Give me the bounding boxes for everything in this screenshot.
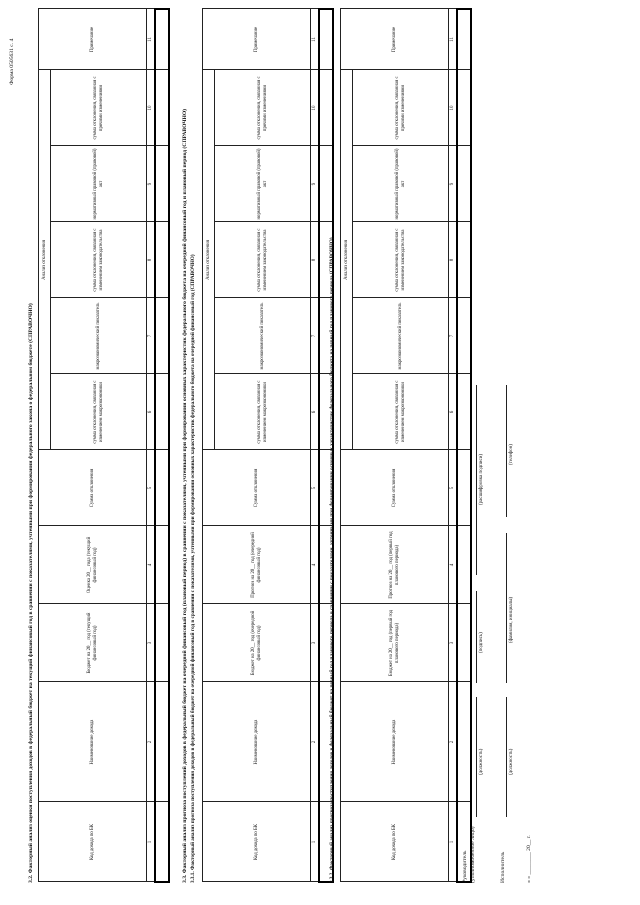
data-cell-2[interactable] [457, 682, 471, 802]
executor-label: Исполнитель [500, 851, 506, 883]
column-number-7: 7 [449, 298, 457, 374]
column-number-7: 7 [147, 298, 155, 374]
column-number-6: 6 [449, 374, 457, 450]
header-c6: сумма отклонения, связанная с изменением макроэкономики [51, 374, 147, 450]
header-c6: сумма отклонения, связанная с изменением макроэкономики [353, 374, 449, 450]
header-c10: сумма отклонения, связанная с прочими изменениями [353, 70, 449, 146]
column-number-9: 9 [147, 146, 155, 222]
column-number-4: 4 [449, 526, 457, 604]
data-cell-10[interactable] [457, 70, 471, 146]
section-3-2-title: 3.2. Факторный анализ оценки поступления доходов в федеральный бюджет на текущий финансовый год в сравнении с показателями, учтенными при формировании федерального закона о федеральном бюджете (СПРАВОЧНО) [28, 303, 34, 883]
data-cell-11[interactable] [457, 9, 471, 70]
data-cell-11[interactable] [319, 9, 333, 70]
column-number-10: 10 [311, 70, 319, 146]
header-c7: макроэкономический показатель [51, 298, 147, 374]
data-cell-9[interactable] [319, 146, 333, 222]
decoding-line [476, 385, 477, 575]
data-cell-10[interactable] [155, 70, 169, 146]
table-3-3-1 [202, 8, 334, 883]
header-analysis-group: Анализ отклонения [39, 70, 51, 450]
head-label-sub: (уполномоченное лицо) [470, 826, 476, 883]
header-analysis-group: Анализ отклонения [203, 70, 215, 450]
executor-position-caption: (должность) [509, 748, 514, 775]
header-c7: макроэкономический показатель [353, 298, 449, 374]
header-c8: сумма отклонения, связанная с изменением законодательства [215, 222, 311, 298]
column-number-3: 3 [311, 604, 319, 682]
column-number-5: 5 [449, 450, 457, 526]
header-c5: Сумма отклонения [341, 450, 449, 526]
column-number-11: 11 [449, 9, 457, 70]
header-c1: Код дохода по БК [341, 802, 449, 882]
header-c2: Наименование дохода [203, 682, 311, 802]
signature-line [476, 591, 477, 683]
position-caption: (должность) [479, 748, 484, 775]
header-analysis-group: Анализ отклонения [341, 70, 353, 450]
header-c11: Примечание [203, 9, 311, 70]
header-c10: сумма отклонения, связанная с прочими изменениями [215, 70, 311, 146]
header-c1: Код дохода по БК [39, 802, 147, 882]
executor-name-caption: (фамилия, инициалы) [509, 596, 514, 643]
column-number-2: 2 [311, 682, 319, 802]
column-number-8: 8 [311, 222, 319, 298]
section-3-3-1-title: 3.3.1. Факторный анализ прогноза поступления доходов в федеральный бюджет на очередной финансовый год в сравнении с показателями, учтенными при формировании основных характеристик федерального бюджета на очередной финансовый год (СПРАВОЧНО) [190, 254, 196, 883]
header-c5: Сумма отклонения [39, 450, 147, 526]
data-cell-3[interactable] [155, 604, 169, 682]
header-c11: Примечание [341, 9, 449, 70]
column-number-3: 3 [449, 604, 457, 682]
column-number-1: 1 [311, 802, 319, 882]
data-cell-3[interactable] [457, 604, 471, 682]
data-cell-1[interactable] [155, 802, 169, 882]
header-c8: сумма отклонения, связанная с изменением законодательства [353, 222, 449, 298]
column-number-6: 6 [147, 374, 155, 450]
header-c6: сумма отклонения, связанная с изменением макроэкономики [215, 374, 311, 450]
column-number-10: 10 [449, 70, 457, 146]
position-line [476, 697, 477, 817]
data-cell-11[interactable] [155, 9, 169, 70]
data-cell-4[interactable] [155, 526, 169, 604]
header-c9: нормативный правовой (правовой) акт [215, 146, 311, 222]
column-number-5: 5 [311, 450, 319, 526]
date-field: « » ________ 20__ г. [526, 835, 532, 883]
phone-line [506, 385, 507, 517]
header-c2: Наименование дохода [341, 682, 449, 802]
column-number-4: 4 [147, 526, 155, 604]
header-c2: Наименование дохода [39, 682, 147, 802]
data-cell-4[interactable] [457, 526, 471, 604]
header-c3: Бюджет на 20__ год (очередной финансовый год) [203, 604, 311, 682]
column-number-11: 11 [147, 9, 155, 70]
signature-caption: (подпись) [479, 632, 484, 653]
header-c1: Код дохода по БК [203, 802, 311, 882]
header-c9: нормативный правовой (правовой) акт [51, 146, 147, 222]
section-3-3-2-title: 3.3.2. Факторный анализ прогноза поступления доходов в федеральный бюджет на первый год планового периода в сравнении с показателями, учтенными при формировании основных характеристик федерального бюджета на первый год планового периода (СПРАВОЧНО) [329, 237, 335, 883]
header-c7: макроэкономический показатель [215, 298, 311, 374]
data-cell-5[interactable] [457, 450, 471, 526]
data-cell-8[interactable] [457, 222, 471, 298]
data-cell-10[interactable] [319, 70, 333, 146]
column-number-5: 5 [147, 450, 155, 526]
column-number-2: 2 [449, 682, 457, 802]
column-number-3: 3 [147, 604, 155, 682]
column-number-9: 9 [311, 146, 319, 222]
column-number-2: 2 [147, 682, 155, 802]
phone-caption: (телефон) [509, 444, 514, 465]
column-number-11: 11 [311, 9, 319, 70]
column-number-8: 8 [147, 222, 155, 298]
section-3-3-title: 3.3. Факторный анализ прогноза поступлений доходов в федеральный бюджет на очередной финансовый год (плановый период) в сравнении с показателями, учтенными при формировании основных характеристик федерального бюджета на очередной финансовый год и плановый период (СПРАВОЧНО) [182, 108, 188, 883]
column-number-7: 7 [311, 298, 319, 374]
header-c10: сумма отклонения, связанная с прочими изменениями [51, 70, 147, 146]
header-c3: Бюджет на 20__ год (текущий финансовый год) [39, 604, 147, 682]
data-cell-7[interactable] [155, 298, 169, 374]
form-code: Форма 0505631 с. 4 [9, 38, 15, 85]
column-number-9: 9 [449, 146, 457, 222]
header-c4: Оценка 20__ года (текущий финансовый год) [39, 526, 147, 604]
column-number-10: 10 [147, 70, 155, 146]
executor-name-line [506, 533, 507, 683]
data-cell-8[interactable] [155, 222, 169, 298]
header-c5: Сумма отклонения [203, 450, 311, 526]
table-3-2 [38, 8, 170, 883]
column-number-1: 1 [147, 802, 155, 882]
header-c9: нормативный правовой (правовой) акт [353, 146, 449, 222]
data-cell-6[interactable] [155, 374, 169, 450]
column-number-6: 6 [311, 374, 319, 450]
executor-position-line [506, 697, 507, 817]
header-c3: Бюджет на 20__ год (первый год планового периода) [341, 604, 449, 682]
column-number-8: 8 [449, 222, 457, 298]
header-c4: Прогноз на 20__ год (очередной финансовый год) [203, 526, 311, 604]
data-cell-9[interactable] [155, 146, 169, 222]
header-c11: Примечание [39, 9, 147, 70]
table-3-3-2 [340, 8, 472, 883]
column-number-1: 1 [449, 802, 457, 882]
data-cell-6[interactable] [457, 374, 471, 450]
data-cell-7[interactable] [457, 298, 471, 374]
decoding-caption: (расшифровка подписи) [479, 453, 484, 505]
header-c4: Прогноз на 20__ год (первый год планового периода) [341, 526, 449, 604]
header-c8: сумма отклонения, связанная с изменением законодательства [51, 222, 147, 298]
head-label: Руководитель [462, 850, 468, 883]
data-cell-2[interactable] [155, 682, 169, 802]
column-number-4: 4 [311, 526, 319, 604]
data-cell-9[interactable] [457, 146, 471, 222]
data-cell-5[interactable] [155, 450, 169, 526]
